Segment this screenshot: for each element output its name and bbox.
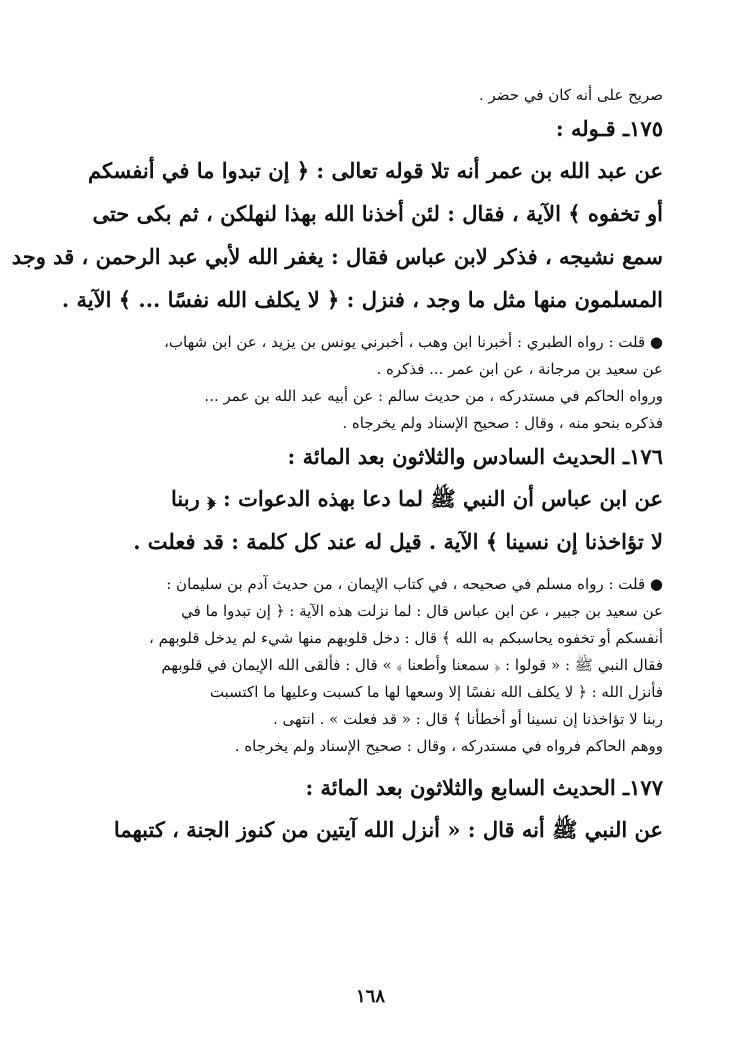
hadith-line: عن ابن عباس أن النبي ﷺ لما دعا بهذه الدعوات : ﴿ ربنا: [171, 486, 663, 511]
hadith-line: عن عبد الله بن عمر أنه تلا قوله تعالى : ﴿ إن تبدوا ما في أنفسكم: [87, 158, 663, 183]
note-line: ● قلت : رواه مسلم في صحيحه ، في كتاب الإيمان ، من حديث آدم بن سليمان :: [166, 575, 663, 593]
section-177-hadith: [82, 808, 663, 851]
note-line: فقال النبي ﷺ : « قولوا : ﴿ سمعنا وأطعنا ﴾ » قال : فألقى الله الإيمان في قلوبهم: [161, 656, 663, 674]
intro-line: صريح على أنه كان في حضر .: [478, 86, 663, 104]
hadith-line: لا تؤاخذنا إن نسينا ﴾ الآية . قيل له عند كل كلمة : قد فعلت .: [133, 529, 663, 554]
section-175-note: [82, 329, 663, 437]
note-line: فذكره بنحو منه ، وقال : صحيح الإسناد ولم يخرجاه .: [342, 414, 663, 432]
page-number: ١٦٨: [355, 986, 385, 1007]
note-line: عن سعيد بن جبير ، عن ابن عباس قال : لما نزلت هذه الآية : ﴿ إن تبدوا ما في: [181, 602, 663, 620]
note-line: ربنا لا تؤاخذنا إن نسينا أو أخطأنا ﴾ قال : « قد فعلت » . انتهى .: [273, 710, 663, 728]
section-176-heading: ١٧٦ـ الحديث السادس والثلاثون بعد المائة :: [287, 444, 663, 469]
section-175-heading: ١٧٥ـ قـوله :: [555, 116, 663, 141]
hadith-line: عن النبي ﷺ أنه قال : « أنزل الله آيتين من كنوز الجنة ، كتبهما: [113, 817, 663, 842]
section-175-hadith: [11, 149, 663, 321]
section-176-note: [82, 571, 663, 760]
section-176-hadith: [82, 477, 663, 563]
section-177-heading: ١٧٧ـ الحديث السابع والثلاثون بعد المائة :: [305, 775, 663, 800]
note-line: ورواه الحاكم في مستدركه ، من حديث سالم : عن أبيه عبد الله بن عمر ...: [204, 387, 663, 405]
note-line: ووهم الحاكم فرواه في مستدركه ، وقال : صحيح الإسناد ولم يخرجاه .: [234, 737, 663, 755]
hadith-line: سمع نشيجه ، فذكر لابن عباس فقال : يغفر الله لأبي عبد الرحمن ، قد وجد: [11, 244, 663, 269]
hadith-line: المسلمون منها مثل ما وجد ، فنزل : ﴿ لا يكلف الله نفسًا ... ﴾ الآية .: [61, 287, 663, 312]
note-line: أنفسكم أو تخفوه يحاسبكم به الله ﴾ قال : دخل قلوبهم منها شيء لم يدخل قلوبهم ،: [148, 629, 663, 647]
note-line: فأنزل الله : ﴿ لا يكلف الله نفسًا إلا وسعها لها ما كسبت وعليها ما اكتسبت: [209, 683, 663, 701]
hadith-line: أو تخفوه ﴾ الآية ، فقال : لئن أخذنا الله بهذا لنهلكن ، ثم بكى حتى: [92, 201, 663, 226]
note-line: عن سعيد بن مرجانة ، عن ابن عمر ... فذكره .: [376, 360, 663, 378]
note-line: ● قلت : رواه الطبري : أخبرنا ابن وهب ، أخبرني يونس بن يزيد ، عن ابن شهاب،: [164, 333, 663, 351]
